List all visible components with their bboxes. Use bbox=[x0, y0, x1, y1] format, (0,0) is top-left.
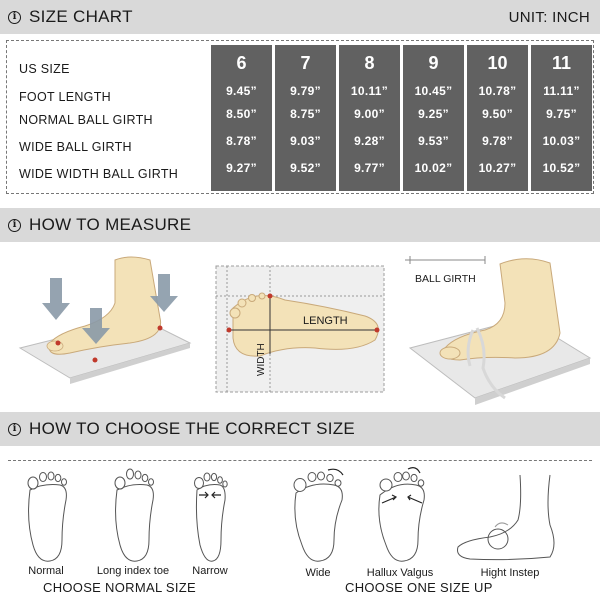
size-header: 8 bbox=[364, 53, 375, 73]
size-column-11 bbox=[531, 45, 592, 191]
normal-foot-icon bbox=[18, 465, 76, 565]
info-icon: i bbox=[8, 219, 21, 232]
high-instep-foot-icon bbox=[450, 465, 565, 565]
foot-type-wide: Wide bbox=[305, 567, 331, 579]
size-chart-title: SIZE CHART bbox=[29, 7, 133, 26]
length-label: LENGTH bbox=[303, 315, 348, 327]
long-index-toe-foot-icon bbox=[105, 465, 163, 565]
width-label: WIDTH bbox=[256, 343, 267, 376]
foot-length-value: 11.11” bbox=[543, 84, 580, 98]
size-header: 9 bbox=[428, 53, 439, 73]
size-header: 10 bbox=[487, 53, 508, 73]
foot-length-width-illustration bbox=[215, 248, 385, 408]
size-column-9 bbox=[403, 45, 464, 191]
info-icon: i bbox=[8, 11, 21, 24]
size-header: 7 bbox=[300, 53, 311, 73]
size-table-row-labels bbox=[19, 51, 178, 188]
narrow-foot-icon bbox=[185, 465, 235, 565]
wide-ball-girth-value: 9.28” bbox=[354, 134, 385, 148]
foot-length-value: 10.45” bbox=[414, 84, 453, 98]
foot-length-value: 10.11” bbox=[350, 84, 389, 98]
measure-illustrations bbox=[10, 248, 590, 408]
hallux-valgus-foot-icon bbox=[372, 465, 432, 565]
size-table bbox=[6, 40, 594, 194]
normal-ball-girth-value: 8.75” bbox=[290, 107, 321, 121]
row-label-normal-ball-girth: NORMAL BALL GIRTH bbox=[19, 113, 153, 127]
wide-width-ball-girth-value: 9.77” bbox=[354, 161, 385, 175]
wide-ball-girth-value: 9.53” bbox=[418, 134, 449, 148]
how-to-measure-title: HOW TO MEASURE bbox=[29, 215, 192, 234]
wide-width-ball-girth-value: 10.02” bbox=[414, 161, 453, 175]
how-to-measure-header bbox=[0, 208, 600, 242]
unit-label: UNIT: INCH bbox=[508, 8, 590, 26]
size-column-10 bbox=[467, 45, 528, 191]
normal-ball-girth-value: 9.50” bbox=[482, 107, 513, 121]
size-column-8 bbox=[339, 45, 400, 191]
wide-ball-girth-value: 10.03” bbox=[542, 134, 581, 148]
ball-girth-illustration bbox=[405, 248, 595, 408]
wide-width-ball-girth-value: 10.27” bbox=[478, 161, 517, 175]
foot-type-normal: Normal bbox=[28, 565, 64, 577]
standing-foot-illustration bbox=[10, 248, 200, 388]
row-label-us-size: US SIZE bbox=[19, 62, 70, 76]
foot-length-value: 9.45” bbox=[226, 84, 257, 98]
wide-width-ball-girth-value: 9.27” bbox=[226, 161, 257, 175]
foot-type-narrow: Narrow bbox=[192, 565, 228, 577]
wide-ball-girth-value: 8.78” bbox=[226, 134, 257, 148]
foot-type-high-instep: Hight Instep bbox=[480, 567, 540, 579]
wide-ball-girth-value: 9.78” bbox=[482, 134, 513, 148]
size-column-7 bbox=[275, 45, 336, 191]
size-header: 11 bbox=[551, 53, 572, 73]
normal-ball-girth-value: 9.25” bbox=[418, 107, 449, 121]
size-column-6 bbox=[211, 45, 272, 191]
how-to-choose-header bbox=[0, 412, 600, 446]
info-icon: i bbox=[8, 423, 21, 436]
wide-width-ball-girth-value: 9.52” bbox=[290, 161, 321, 175]
foot-type-hallux-valgus: Hallux Valgus bbox=[366, 567, 434, 579]
foot-length-value: 10.78” bbox=[478, 84, 517, 98]
foot-length-value: 9.79” bbox=[290, 84, 321, 98]
ball-girth-label: BALL GIRTH bbox=[415, 273, 476, 285]
wide-width-ball-girth-value: 10.52” bbox=[542, 161, 581, 175]
row-label-wide-width-ball-girth: WIDE WIDTH BALL GIRTH bbox=[19, 167, 179, 181]
normal-ball-girth-value: 8.50” bbox=[226, 107, 257, 121]
foot-type-long-index-toe: Long index toe bbox=[96, 565, 170, 577]
size-chart-header bbox=[0, 0, 600, 34]
normal-ball-girth-value: 9.75” bbox=[546, 107, 577, 121]
row-label-wide-ball-girth: WIDE BALL GIRTH bbox=[19, 140, 132, 154]
wide-foot-icon bbox=[288, 465, 348, 565]
row-label-foot-length: FOOT LENGTH bbox=[19, 90, 111, 104]
how-to-choose-title: HOW TO CHOOSE THE CORRECT SIZE bbox=[29, 419, 356, 438]
size-header: 6 bbox=[236, 53, 247, 73]
choose-normal-size-label: CHOOSE NORMAL SIZE bbox=[43, 580, 196, 595]
normal-ball-girth-value: 9.00” bbox=[354, 107, 385, 121]
wide-ball-girth-value: 9.03” bbox=[290, 134, 321, 148]
choose-one-size-up-label: CHOOSE ONE SIZE UP bbox=[345, 580, 493, 595]
